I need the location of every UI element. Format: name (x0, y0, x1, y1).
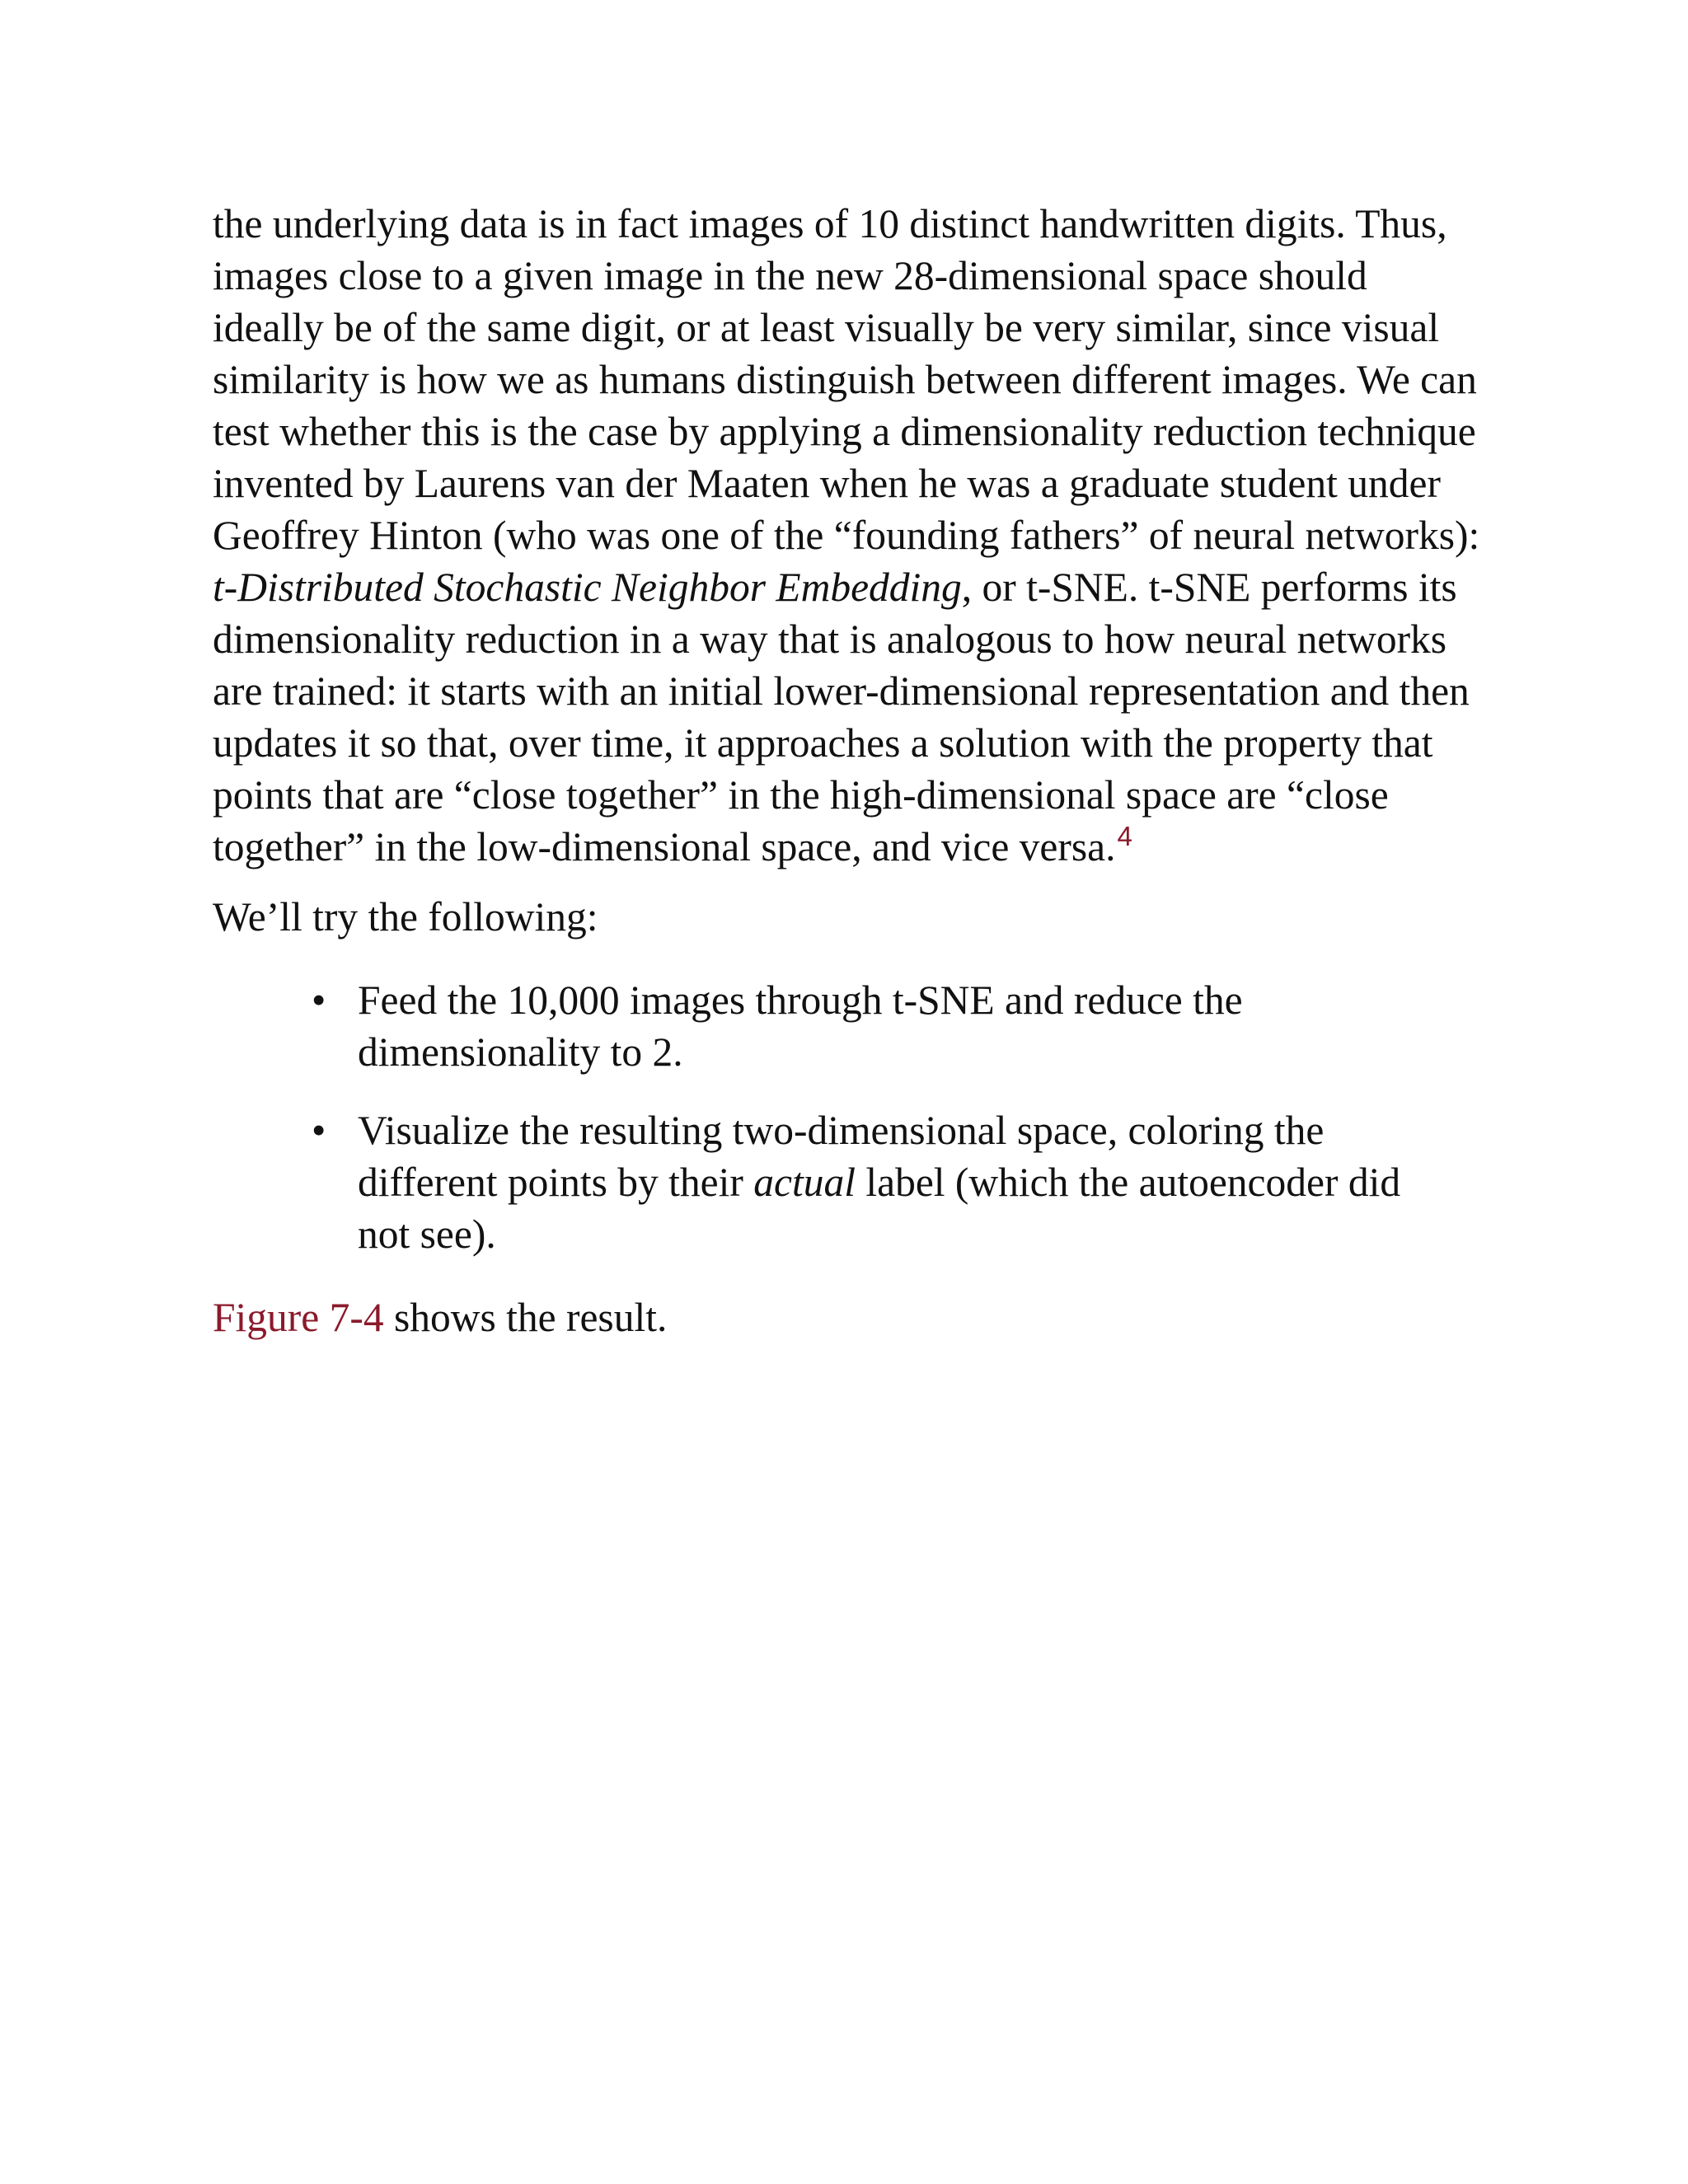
body-paragraph-tsne-intro (213, 198, 1482, 873)
emphasized-term: t-Distributed Stochastic Neighbor Embedding (213, 565, 962, 610)
list-item-text: Feed the 10,000 images through t-SNE and reduce the dimensionality to 2. (358, 977, 1243, 1075)
bullet-marker: • (312, 1108, 326, 1153)
page-body (213, 198, 1482, 1343)
footnote-reference[interactable] (1117, 821, 1132, 851)
body-paragraph-figure-reference (213, 1291, 1482, 1343)
bullet-marker: • (312, 977, 326, 1023)
bullet-list (213, 974, 1482, 1260)
paragraph-text-continued: , or t-SNE. t-SNE performs its dimensionality reduction in a way that is analogous to how neural networks are trained: it starts with an initial lower-dimensional representation and then updates it so that, over time, it approaches a solution with the property that points that are “close together” in the high-dimensional space are “close together” in the low-dimensional space, and vice versa. (213, 565, 1470, 869)
list-item-text-continued: label (which the autoencoder did not see). (358, 1160, 1401, 1257)
paragraph-text: the underlying data is in fact images of 10 distinct handwritten digits. Thus, images close to a given image in the new 28-dimensional space should ideally be of the same digit, or at least visually be very similar, since visual similarity is how we as humans distinguish between different images. We can test whether this is the case by applying a dimensionality reduction technique invented by Laurens van der Maaten when he was a graduate student under Geoffrey Hinton (who was one of the “founding fathers” of neural networks): (213, 201, 1480, 558)
body-paragraph-try-following: We’ll try the following: (213, 894, 598, 940)
paragraph-text: shows the result. (383, 1295, 668, 1340)
footnote-link[interactable]: 4 (1117, 821, 1132, 851)
list-item-text: Visualize the resulting two-dimensional space, coloring the different points by their (358, 1108, 1325, 1205)
figure-link[interactable]: Figure 7-4 (213, 1295, 384, 1340)
list-item (312, 974, 1454, 1078)
list-item (312, 1104, 1454, 1260)
emphasized-word: actual (753, 1160, 856, 1205)
